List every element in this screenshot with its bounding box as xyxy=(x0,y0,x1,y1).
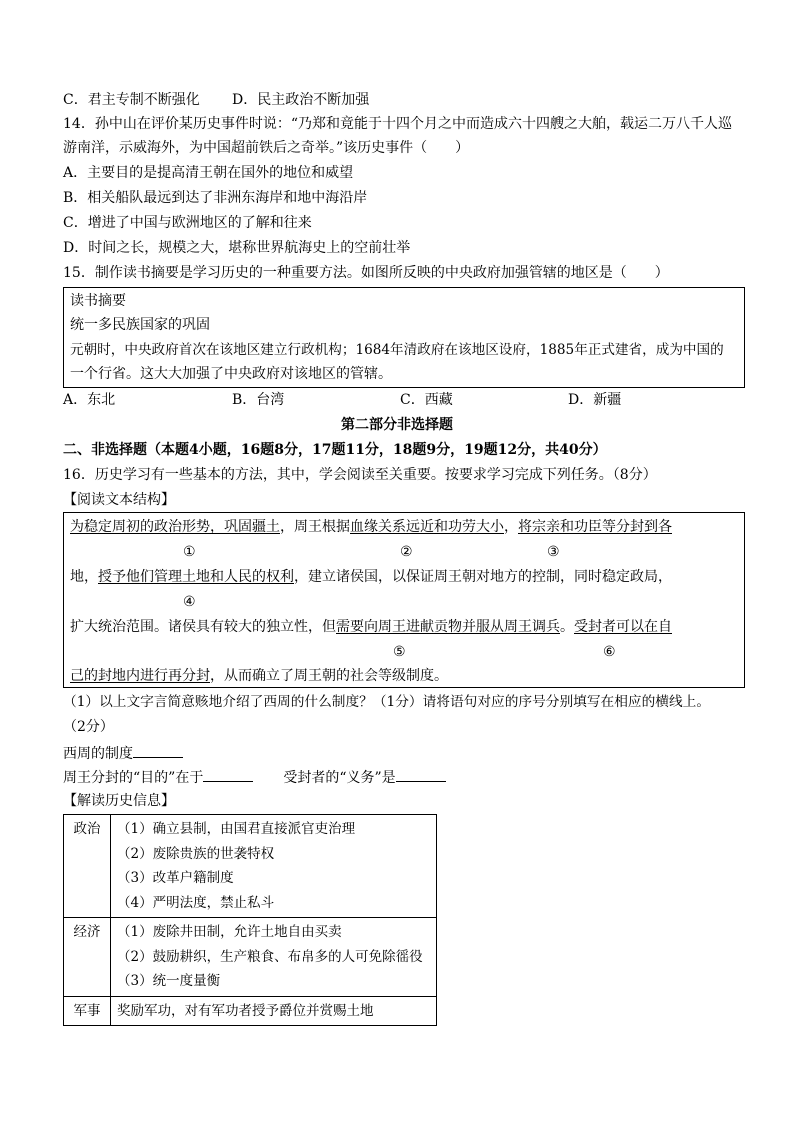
q14-option-b: B．相关船队最远到达了非洲东海岸和地中海沿岸 xyxy=(63,190,368,206)
q14-option-d: D．时间之长，规模之大，堪称世界航海史上的空前壮举 xyxy=(63,240,411,256)
category-cell: 政治 xyxy=(64,815,111,918)
text-plain: ，从而确立了周王朝的社会等级制度。 xyxy=(210,668,448,684)
marker-1: ① xyxy=(183,544,196,560)
system-answer-blank[interactable] xyxy=(133,743,183,758)
q14-option-a: A．主要目的是提高清王朝在国外的地位和威望 xyxy=(63,165,354,181)
reading-text-line3 xyxy=(70,617,672,637)
items-cell xyxy=(111,996,437,1026)
phrase-6-cont: 己的封地内进行再分封 xyxy=(70,668,210,684)
part2-title: 第二部分非选择题 xyxy=(341,417,453,433)
q14-stem-line1: 14．孙中山在评价某历史事件时说：“乃郑和竟能于十四个月之中而造成六十四艘之大舶，载运二万八千人巡 xyxy=(63,116,732,132)
phrase-4: 授予他们管理土地和人民的权利 xyxy=(98,569,294,585)
q16-stem: 16．历史学习有一些基本的方法，其中，学会阅读至关重要。按要求学习完成下列任务。（8分） xyxy=(63,467,657,483)
text-plain: ，建立诸侯国，以保证周王朝对地方的控制，同时稳定政局， xyxy=(294,569,672,585)
q15-option-b: B．台湾 xyxy=(232,392,285,408)
items-cell xyxy=(111,815,437,918)
category-cell: 军事 xyxy=(64,996,111,1026)
duty-label: 受封者的“义务”是 xyxy=(283,770,396,786)
marker-3: ③ xyxy=(547,544,560,560)
table-item: （1）废除井田制，允许土地自由买卖 xyxy=(117,924,342,940)
section-heading: 二、非选择题（本题4小题，16题8分，17题11分，18题9分，19题12分，共40分） xyxy=(63,442,607,458)
table-item: （1）确立县制，由国君直接派官吏治理 xyxy=(117,821,356,837)
reading-summary-subtitle: 统一多民族国家的巩固 xyxy=(70,317,210,333)
text-plain: 扩大统治范围。诸侯具有较大的独立性，但 xyxy=(70,619,336,635)
table-item: （3）统一度量衡 xyxy=(117,973,221,989)
phrase-2: 血缘关系远近和功劳大小 xyxy=(350,519,504,535)
text-plain: 。 xyxy=(560,619,574,635)
interpret-heading: 【解读历史信息】 xyxy=(63,793,175,809)
phrase-1: 为稳定周初的政治形势，巩固疆土 xyxy=(70,519,280,535)
q15-stem: 15．制作读书摘要是学习历史的一种重要方法。如图所反映的中央政府加强管辖的地区是（ ） xyxy=(63,265,669,281)
reading-text-line2 xyxy=(70,567,672,587)
read-structure-heading: 【阅读文本结构】 xyxy=(63,492,175,508)
table-item: （2）鼓励耕织，生产粮食、布帛多的人可免除徭役 xyxy=(117,948,423,965)
purpose-label: 周王分封的“目的”在于 xyxy=(63,770,204,786)
reading-text-line1 xyxy=(70,517,672,537)
text-plain: ，周王根据 xyxy=(280,519,350,535)
reform-table xyxy=(63,814,437,1026)
table-row xyxy=(64,815,437,918)
purpose-answer-blank[interactable] xyxy=(203,767,253,782)
category-cell: 经济 xyxy=(64,918,111,997)
q16-sub1-line2: （2分） xyxy=(63,719,114,735)
purpose-duty-row xyxy=(63,767,446,788)
marker-2: ② xyxy=(400,544,413,560)
phrase-5: 需要向周王进献贡物并服从周王调兵 xyxy=(336,619,560,635)
marker-4: ④ xyxy=(183,594,196,610)
marker-6: ⑥ xyxy=(603,644,616,660)
reading-summary-text-line1: 元朝时，中央政府首次在该地区建立行政机构；1684年清政府在该地区设府，1885年正式建省，成为中国的 xyxy=(70,342,724,358)
table-item: （3）改革户籍制度 xyxy=(117,870,234,886)
reading-text-line4 xyxy=(70,666,448,686)
q16-sub1-line1: （1）以上文字言简意赅地介绍了西周的什么制度？（1分）请将语句对应的序号分别填写在相应的横线上。 xyxy=(63,694,711,710)
q15-option-a: A．东北 xyxy=(63,392,116,408)
phrase-6: 受封者可以在自 xyxy=(574,619,672,635)
reading-summary-title: 读书摘要 xyxy=(70,293,126,309)
q14-option-c: C．增进了中国与欧洲地区的了解和往来 xyxy=(63,215,312,231)
q13-option-c: C．君主专制不断强化 xyxy=(63,92,200,108)
items-cell xyxy=(111,918,437,997)
q15-option-c: C．西藏 xyxy=(400,392,453,408)
q14-stem-line2: 游南洋，示威海外，为中国超前铁后之奇举。”该历史事件（ ） xyxy=(63,140,470,156)
table-item: （4）严明法度，禁止私斗 xyxy=(117,894,275,911)
table-row xyxy=(64,918,437,997)
system-label: 西周的制度 xyxy=(63,746,133,762)
text-plain: ， xyxy=(504,519,518,535)
phrase-3: 将宗亲和功臣等分封到各 xyxy=(518,519,672,535)
q15-option-d: D．新疆 xyxy=(568,392,622,408)
reading-summary-text-line2: 一个行省。这大大加强了中央政府对该地区的管辖。 xyxy=(70,366,392,382)
text-plain: 地， xyxy=(70,569,98,585)
system-row xyxy=(63,743,183,764)
table-row xyxy=(64,996,437,1026)
duty-answer-blank[interactable] xyxy=(396,767,446,782)
table-item: 奖励军功，对有军功者授予爵位并赏赐土地 xyxy=(117,1002,374,1019)
table-item: （2）废除贵族的世袭特权 xyxy=(117,845,275,862)
marker-5: ⑤ xyxy=(393,644,406,660)
q13-option-d: D．民主政治不断加强 xyxy=(232,92,370,108)
